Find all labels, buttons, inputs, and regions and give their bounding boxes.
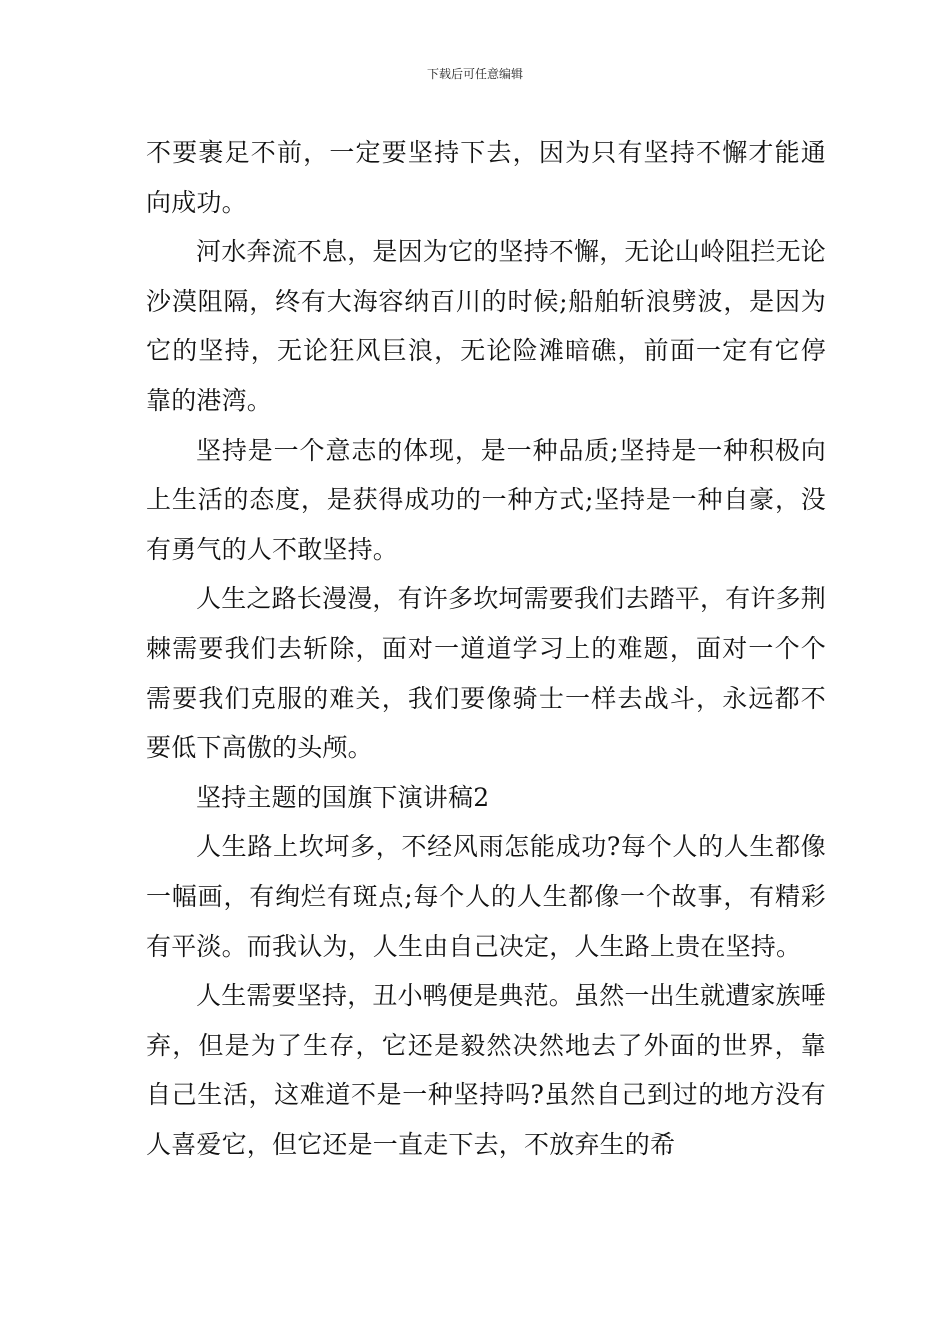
paragraph-1: 不要裹足不前，一定要坚持下去，因为只有坚持不懈才能通向成功。 (146, 138, 826, 217)
paragraph-2: 河水奔流不息，是因为它的坚持不懈，无论山岭阻拦无论沙漠阻隔，终有大海容纳百川的时候;船舶斩浪劈波，是因为它的坚持，无论狂风巨浪，无论险滩暗礁，前面一定有它停靠的港湾。 (146, 237, 827, 415)
document-body (146, 128, 826, 1169)
page-header: 下载后可任意编辑 (426, 67, 523, 81)
paragraph-7: 人生需要坚持，丑小鸭便是典范。虽然一出生就遭家族唾弃，但是为了生存，它还是毅然决然地去了外面的世界，靠自己生活，这难道不是一种坚持吗?虽然自己到过的地方没有人喜爱它，但它还是一直走下去，不放弃生的希 (146, 981, 827, 1159)
paragraph-6: 人生路上坎坷多，不经风雨怎能成功?每个人的人生都像一幅画，有绚烂有斑点;每个人的人生都像一个故事，有精彩有平淡。而我认为，人生由自己决定，人生路上贵在坚持。 (146, 832, 826, 961)
paragraph-4: 人生之路长漫漫，有许多坎坷需要我们去踏平，有许多荆棘需要我们去斩除，面对一道道学习上的难题，面对一个个需要我们克服的难关，我们要像骑士一样去战斗，永远都不要低下高傲的头颅。 (146, 584, 827, 763)
paragraph-3: 坚持是一个意志的体现，是一种品质;坚持是一种积极向上生活的态度，是获得成功的一种方式;坚持是一种自豪，没有勇气的人不敢坚持。 (146, 435, 826, 564)
section-title: 坚持主题的国旗下演讲稿2 (196, 782, 490, 812)
